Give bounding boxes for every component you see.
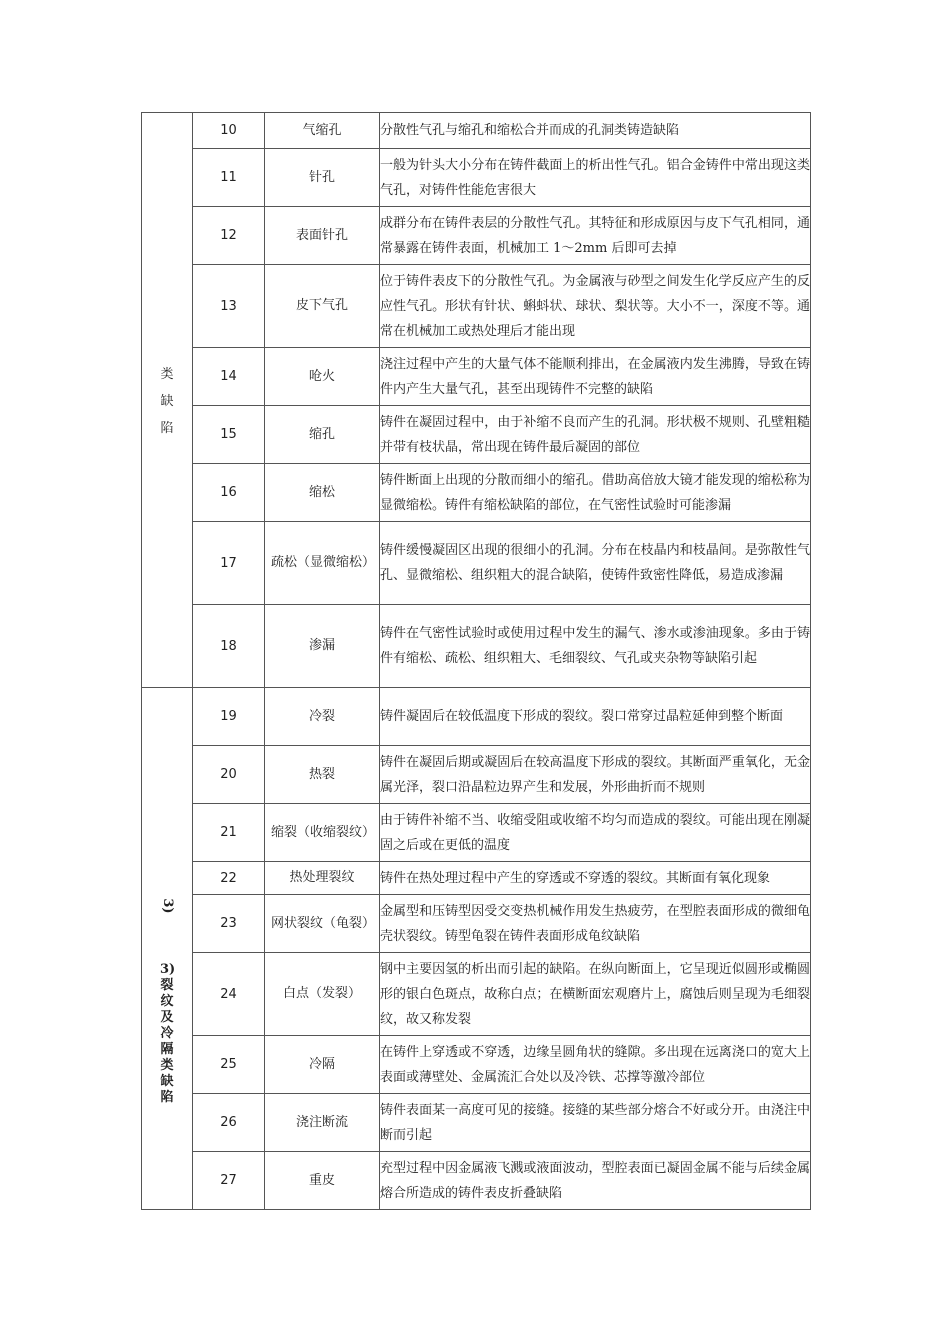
row-number: 14 <box>193 348 265 406</box>
defect-description: 铸件缓慢凝固区出现的很细小的孔洞。分布在枝晶内和枝晶间。是弥散性气孔、显微缩松、组织粗大的混合缺陷，使铸件致密性降低，易造成渗漏 <box>380 522 811 605</box>
row-number: 22 <box>193 862 265 895</box>
category-cell-cracks <box>142 688 193 1210</box>
table-row <box>142 862 811 895</box>
defect-name: 网状裂纹（龟裂） <box>265 895 380 953</box>
row-number: 10 <box>193 113 265 149</box>
category-marker: 3) <box>160 898 175 914</box>
row-number: 21 <box>193 804 265 862</box>
row-number: 23 <box>193 895 265 953</box>
row-number: 24 <box>193 953 265 1036</box>
row-number: 18 <box>193 605 265 688</box>
table-row <box>142 746 811 804</box>
defect-description: 由于铸件补缩不当、收缩受阻或收缩不均匀而造成的裂纹。可能出现在刚凝固之后或在更低的温度 <box>380 804 811 862</box>
defect-name: 针孔 <box>265 149 380 207</box>
category-label-cracks: 3)裂纹及冷隔类缺陷 <box>160 962 176 1105</box>
defect-name: 渗漏 <box>265 605 380 688</box>
defect-description: 浇注过程中产生的大量气体不能顺利排出，在金属液内发生沸腾，导致在铸件内产生大量气孔，甚至出现铸件不完整的缺陷 <box>380 348 811 406</box>
table-row <box>142 1094 811 1152</box>
defect-name: 缩松 <box>265 464 380 522</box>
defect-description: 分散性气孔与缩孔和缩松合并而成的孔洞类铸造缺陷 <box>380 113 811 149</box>
defect-description: 铸件在凝固后期或凝固后在较高温度下形成的裂纹。其断面严重氧化，无金属光泽，裂口沿晶粒边界产生和发展，外形曲折而不规则 <box>380 746 811 804</box>
defect-description: 一般为针头大小分布在铸件截面上的析出性气孔。铝合金铸件中常出现这类气孔，对铸件性能危害很大 <box>380 149 811 207</box>
defect-description: 在铸件上穿透或不穿透，边缘呈圆角状的缝隙。多出现在远离浇口的宽大上表面或薄壁处、金属流汇合处以及冷铁、芯撑等激冷部位 <box>380 1036 811 1094</box>
defect-name: 重皮 <box>265 1152 380 1210</box>
table-row <box>142 207 811 265</box>
table-row <box>142 605 811 688</box>
table-row <box>142 406 811 464</box>
table-row <box>142 113 811 149</box>
row-number: 17 <box>193 522 265 605</box>
defect-name: 冷隔 <box>265 1036 380 1094</box>
row-number: 13 <box>193 265 265 348</box>
row-number: 15 <box>193 406 265 464</box>
table-row <box>142 265 811 348</box>
row-number: 16 <box>193 464 265 522</box>
table-row <box>142 522 811 605</box>
defect-description: 铸件表面某一高度可见的接缝。接缝的某些部分熔合不好或分开。由浇注中断而引起 <box>380 1094 811 1152</box>
defect-description: 铸件凝固后在较低温度下形成的裂纹。裂口常穿过晶粒延伸到整个断面 <box>380 688 811 746</box>
defect-name: 热裂 <box>265 746 380 804</box>
table-row <box>142 348 811 406</box>
defect-name: 表面针孔 <box>265 207 380 265</box>
table-row <box>142 804 811 862</box>
table-row <box>142 1152 811 1210</box>
defect-name: 白点（发裂） <box>265 953 380 1036</box>
table-row <box>142 464 811 522</box>
defect-description: 钢中主要因氢的析出而引起的缺陷。在纵向断面上，它呈现近似圆形或椭圆形的银白色斑点，故称白点；在横断面宏观磨片上，腐蚀后则呈现为毛细裂纹，故又称发裂 <box>380 953 811 1036</box>
defect-name: 缩裂（收缩裂纹） <box>265 804 380 862</box>
defect-description: 铸件在热处理过程中产生的穿透或不穿透的裂纹。其断面有氧化现象 <box>380 862 811 895</box>
row-number: 11 <box>193 149 265 207</box>
category-cell-porosity <box>142 113 193 688</box>
table-row <box>142 953 811 1036</box>
defect-name: 皮下气孔 <box>265 265 380 348</box>
defect-name: 浇注断流 <box>265 1094 380 1152</box>
defect-name: 热处理裂纹 <box>265 862 380 895</box>
row-number: 27 <box>193 1152 265 1210</box>
defects-table <box>141 112 811 1210</box>
defect-name: 气缩孔 <box>265 113 380 149</box>
defect-description: 成群分布在铸件表层的分散性气孔。其特征和形成原因与皮下气孔相同，通常暴露在铸件表面，机械加工 1～2mm 后即可去掉 <box>380 207 811 265</box>
defect-description: 充型过程中因金属液飞溅或液面波动，型腔表面已凝固金属不能与后续金属熔合所造成的铸件表皮折叠缺陷 <box>380 1152 811 1210</box>
defect-name: 疏松（显微缩松） <box>265 522 380 605</box>
table-row <box>142 688 811 746</box>
row-number: 20 <box>193 746 265 804</box>
category-label-porosity: 类缺陷 <box>160 366 174 436</box>
defect-description: 位于铸件表皮下的分散性气孔。为金属液与砂型之间发生化学反应产生的反应性气孔。形状有针状、蝌蚪状、球状、梨状等。大小不一，深度不等。通常在机械加工或热处理后才能出现 <box>380 265 811 348</box>
defect-description: 铸件在凝固过程中，由于补缩不良而产生的孔洞。形状极不规则、孔壁粗糙并带有枝状晶，常出现在铸件最后凝固的部位 <box>380 406 811 464</box>
defect-description: 铸件断面上出现的分散而细小的缩孔。借助高倍放大镜才能发现的缩松称为显微缩松。铸件有缩松缺陷的部位，在气密性试验时可能渗漏 <box>380 464 811 522</box>
row-number: 25 <box>193 1036 265 1094</box>
defect-description: 铸件在气密性试验时或使用过程中发生的漏气、渗水或渗油现象。多由于铸件有缩松、疏松、组织粗大、毛细裂纹、气孔或夹杂物等缺陷引起 <box>380 605 811 688</box>
table-row <box>142 1036 811 1094</box>
defect-name: 呛火 <box>265 348 380 406</box>
row-number: 26 <box>193 1094 265 1152</box>
table-row <box>142 149 811 207</box>
row-number: 19 <box>193 688 265 746</box>
row-number: 12 <box>193 207 265 265</box>
defect-name: 缩孔 <box>265 406 380 464</box>
defect-name: 冷裂 <box>265 688 380 746</box>
table-row <box>142 895 811 953</box>
defect-description: 金属型和压铸型因受交变热机械作用发生热疲劳，在型腔表面形成的微细龟壳状裂纹。铸型龟裂在铸件表面形成龟纹缺陷 <box>380 895 811 953</box>
